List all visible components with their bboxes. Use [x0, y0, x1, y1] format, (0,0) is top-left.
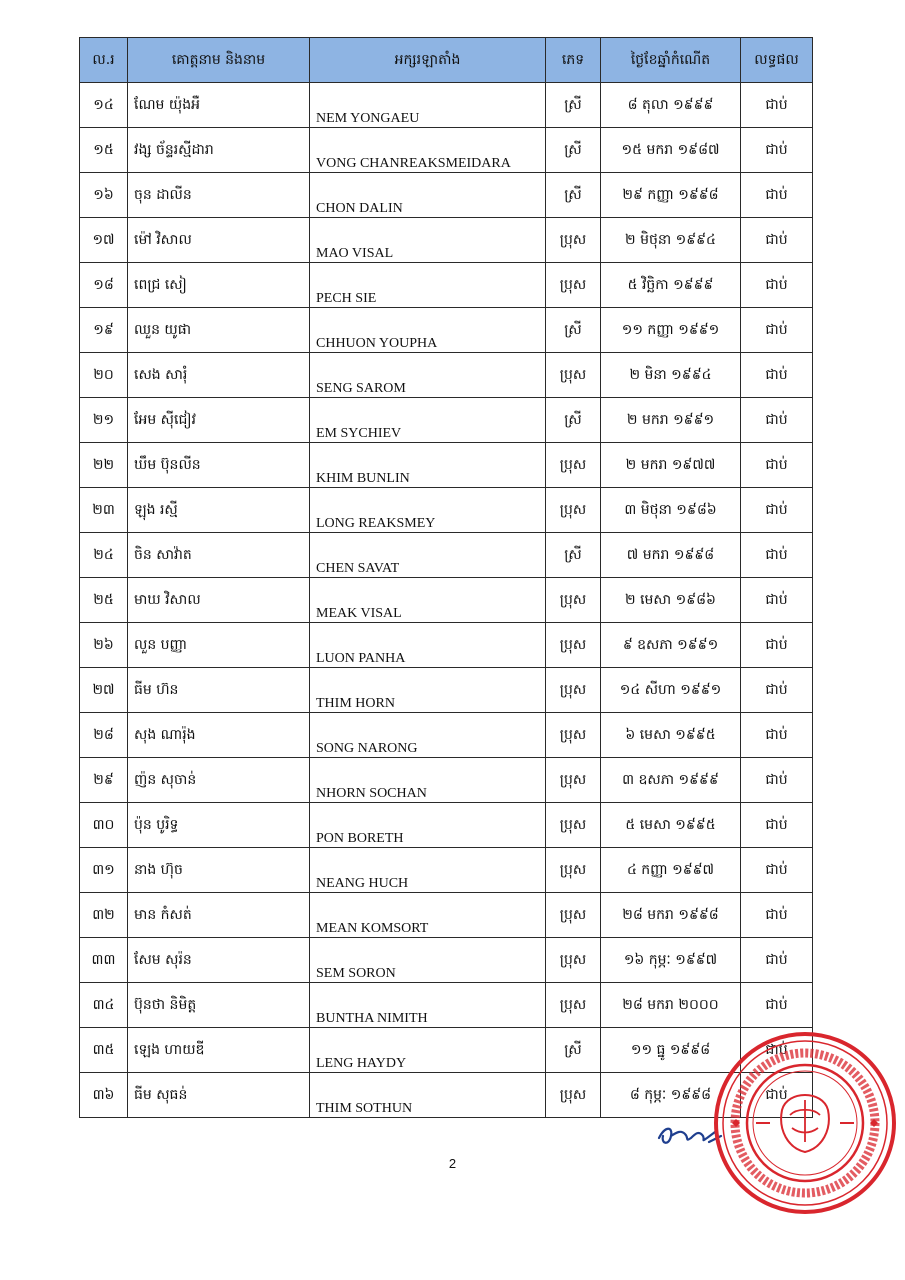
cell-khmer-name: ប៉ុន បូរិទ្ធ	[128, 803, 310, 848]
cell-sex: ប្រុស	[546, 758, 601, 803]
cell-sex: ប្រុស	[546, 668, 601, 713]
cell-latin-name: EM SYCHIEV	[310, 398, 546, 443]
cell-khmer-name: ចុន ដាលីន	[128, 173, 310, 218]
cell-result: ជាប់	[741, 848, 813, 893]
cell-sex: ប្រុស	[546, 803, 601, 848]
cell-khmer-name: ម៉ៅ វិសាល	[128, 218, 310, 263]
table-row	[80, 533, 813, 578]
cell-khmer-name: អែម ស៊ីជៀវ	[128, 398, 310, 443]
cell-number: ១៨	[80, 263, 128, 308]
cell-date-of-birth: ២ មិនា ១៩៩៤	[601, 353, 741, 398]
table-row	[80, 803, 813, 848]
table-row	[80, 263, 813, 308]
header-date-of-birth: ថ្ងៃខែឆ្នាំកំណើត	[601, 38, 741, 83]
cell-result: ជាប់	[741, 83, 813, 128]
cell-date-of-birth: ១៦ កុម្ភៈ ១៩៩៧	[601, 938, 741, 983]
cell-sex: ប្រុស	[546, 578, 601, 623]
header-latin-name: អក្សរឡាតាំង	[310, 38, 546, 83]
cell-latin-name: NHORN SOCHAN	[310, 758, 546, 803]
cell-latin-name: NEANG HUCH	[310, 848, 546, 893]
header-result: លទ្ធផល	[741, 38, 813, 83]
cell-result: ជាប់	[741, 173, 813, 218]
table-row	[80, 1028, 813, 1073]
cell-khmer-name: ឈួន យូផា	[128, 308, 310, 353]
cell-latin-name: CHHUON YOUPHA	[310, 308, 546, 353]
header-number: ល.រ	[80, 38, 128, 83]
cell-number: ១៧	[80, 218, 128, 263]
page-number: 2	[448, 1156, 457, 1171]
cell-date-of-birth: ២ មេសា ១៩៨៦	[601, 578, 741, 623]
cell-result: ជាប់	[741, 128, 813, 173]
cell-result: ជាប់	[741, 668, 813, 713]
cell-latin-name: THIM SOTHUN	[310, 1073, 546, 1118]
cell-date-of-birth: ៣ មិថុនា ១៩៨៦	[601, 488, 741, 533]
cell-result: ជាប់	[741, 713, 813, 758]
cell-date-of-birth: ២៩ កញ្ញា ១៩៩៨	[601, 173, 741, 218]
cell-number: ២២	[80, 443, 128, 488]
cell-khmer-name: ប៊ុនថា និមិត្ត	[128, 983, 310, 1028]
cell-date-of-birth: ២ មករា ១៩៩១	[601, 398, 741, 443]
cell-khmer-name: ពេជ្រ សៀ	[128, 263, 310, 308]
cell-number: ៣៥	[80, 1028, 128, 1073]
cell-latin-name: LONG REAKSMEY	[310, 488, 546, 533]
cell-khmer-name: ឃឹម ប៊ុនលីន	[128, 443, 310, 488]
cell-sex: ប្រុស	[546, 443, 601, 488]
cell-khmer-name: ឡុង រស្មី	[128, 488, 310, 533]
cell-khmer-name: ធីម ហ៊ន	[128, 668, 310, 713]
table-row	[80, 713, 813, 758]
cell-sex: ប្រុស	[546, 623, 601, 668]
cell-date-of-birth: ២ មិថុនា ១៩៩៤	[601, 218, 741, 263]
table-row	[80, 83, 813, 128]
cell-result: ជាប់	[741, 623, 813, 668]
cell-number: ១៥	[80, 128, 128, 173]
cell-result: ជាប់	[741, 803, 813, 848]
table-row	[80, 578, 813, 623]
cell-date-of-birth: ២៨ មករា ១៩៩៨	[601, 893, 741, 938]
header-khmer-name: គោត្តនាម និងនាម	[128, 38, 310, 83]
cell-latin-name: CHON DALIN	[310, 173, 546, 218]
cell-number: ២៤	[80, 533, 128, 578]
cell-number: ៣៤	[80, 983, 128, 1028]
cell-sex: ប្រុស	[546, 983, 601, 1028]
cell-date-of-birth: ១៥ មករា ១៩៨៧	[601, 128, 741, 173]
cell-result: ជាប់	[741, 218, 813, 263]
cell-date-of-birth: ១១ កញ្ញា ១៩៩១	[601, 308, 741, 353]
table-row	[80, 443, 813, 488]
cell-number: ៣២	[80, 893, 128, 938]
cell-sex: ប្រុស	[546, 488, 601, 533]
cell-number: ៣៦	[80, 1073, 128, 1118]
cell-khmer-name: ធីម សុធន់	[128, 1073, 310, 1118]
table-row	[80, 218, 813, 263]
cell-number: ៣០	[80, 803, 128, 848]
cell-result: ជាប់	[741, 758, 813, 803]
cell-number: ២៩	[80, 758, 128, 803]
cell-sex: ស្រី	[546, 533, 601, 578]
cell-date-of-birth: ៤ កញ្ញា ១៩៩៧	[601, 848, 741, 893]
cell-date-of-birth: ៥ វិច្ឆិកា ១៩៩៩	[601, 263, 741, 308]
cell-sex: ប្រុស	[546, 263, 601, 308]
table-row	[80, 848, 813, 893]
cell-result: ជាប់	[741, 398, 813, 443]
cell-khmer-name: សែម សុរ៉ន	[128, 938, 310, 983]
cell-latin-name: CHEN SAVAT	[310, 533, 546, 578]
cell-khmer-name: ណែម យ៉ុងអឺ	[128, 83, 310, 128]
table-row	[80, 308, 813, 353]
table-row	[80, 668, 813, 713]
cell-date-of-birth: ៦ មេសា ១៩៩៥	[601, 713, 741, 758]
cell-sex: ប្រុស	[546, 848, 601, 893]
cell-latin-name: LUON PANHA	[310, 623, 546, 668]
cell-result: ជាប់	[741, 533, 813, 578]
cell-number: ១៤	[80, 83, 128, 128]
cell-sex: ប្រុស	[546, 353, 601, 398]
cell-khmer-name: នាង ហ៊ុច	[128, 848, 310, 893]
table-row	[80, 758, 813, 803]
cell-latin-name: PON BORETH	[310, 803, 546, 848]
cell-date-of-birth: ៣ ឧសភា ១៩៩៩	[601, 758, 741, 803]
cell-number: ២៦	[80, 623, 128, 668]
cell-sex: ប្រុស	[546, 713, 601, 758]
table-row	[80, 488, 813, 533]
cell-latin-name: SEM SORON	[310, 938, 546, 983]
cell-result: ជាប់	[741, 308, 813, 353]
cell-latin-name: VONG CHANREAKSMEIDARA	[310, 128, 546, 173]
cell-result: ជាប់	[741, 938, 813, 983]
cell-khmer-name: លួន បញ្ញា	[128, 623, 310, 668]
table-row	[80, 173, 813, 218]
table-header-row	[80, 38, 813, 83]
cell-khmer-name: ឡេង ហាយឌី	[128, 1028, 310, 1073]
cell-latin-name: SONG NARONG	[310, 713, 546, 758]
cell-result: ជាប់	[741, 578, 813, 623]
table-body	[80, 83, 813, 1118]
header-sex: ភេទ	[546, 38, 601, 83]
cell-latin-name: BUNTHA NIMITH	[310, 983, 546, 1028]
table-row	[80, 1073, 813, 1118]
table-row	[80, 398, 813, 443]
cell-latin-name: LENG HAYDY	[310, 1028, 546, 1073]
cell-number: ២៥	[80, 578, 128, 623]
cell-latin-name: MAO VISAL	[310, 218, 546, 263]
cell-date-of-birth: ១១ ធ្នូ ១៩៩៨	[601, 1028, 741, 1073]
cell-date-of-birth: ៨ កុម្ភៈ ១៩៩៨	[601, 1073, 741, 1118]
table-row	[80, 893, 813, 938]
cell-latin-name: THIM HORN	[310, 668, 546, 713]
cell-latin-name: KHIM BUNLIN	[310, 443, 546, 488]
cell-number: ២៧	[80, 668, 128, 713]
cell-sex: ស្រី	[546, 1028, 601, 1073]
cell-sex: ប្រុស	[546, 938, 601, 983]
cell-latin-name: MEAK VISAL	[310, 578, 546, 623]
cell-khmer-name: ចិន សាវ៉ាត	[128, 533, 310, 578]
cell-sex: ស្រី	[546, 308, 601, 353]
cell-number: ២០	[80, 353, 128, 398]
cell-date-of-birth: ២៨ មករា ២០០០	[601, 983, 741, 1028]
cell-number: ១៦	[80, 173, 128, 218]
cell-khmer-name: វង្ស ច័ន្ទរស្មីដារា	[128, 128, 310, 173]
cell-date-of-birth: ៨ តុលា ១៩៩៩	[601, 83, 741, 128]
cell-number: ២៣	[80, 488, 128, 533]
cell-result: ជាប់	[741, 263, 813, 308]
table-row	[80, 938, 813, 983]
table-row	[80, 983, 813, 1028]
cell-khmer-name: មាឃ វិសាល	[128, 578, 310, 623]
cell-number: ៣១	[80, 848, 128, 893]
results-table	[79, 37, 813, 1118]
cell-result: ជាប់	[741, 443, 813, 488]
cell-number: ២៨	[80, 713, 128, 758]
cell-latin-name: SENG SAROM	[310, 353, 546, 398]
cell-number: ១៩	[80, 308, 128, 353]
cell-sex: ប្រុស	[546, 218, 601, 263]
cell-latin-name: NEM YONGAEU	[310, 83, 546, 128]
table-row	[80, 353, 813, 398]
cell-sex: ប្រុស	[546, 1073, 601, 1118]
cell-result: ជាប់	[741, 1028, 813, 1073]
cell-number: ៣៣	[80, 938, 128, 983]
cell-date-of-birth: ៩ ឧសភា ១៩៩១	[601, 623, 741, 668]
cell-khmer-name: សុង ណារ៉ុង	[128, 713, 310, 758]
cell-sex: ប្រុស	[546, 893, 601, 938]
cell-khmer-name: មាន កំសត់	[128, 893, 310, 938]
cell-date-of-birth: ២ មករា ១៩៧៧	[601, 443, 741, 488]
cell-date-of-birth: ៧ មករា ១៩៩៨	[601, 533, 741, 578]
cell-date-of-birth: ១៤ សីហា ១៩៩១	[601, 668, 741, 713]
table-row	[80, 128, 813, 173]
cell-khmer-name: សេង សារុំ	[128, 353, 310, 398]
cell-sex: ស្រី	[546, 83, 601, 128]
cell-result: ជាប់	[741, 893, 813, 938]
cell-number: ២១	[80, 398, 128, 443]
cell-sex: ស្រី	[546, 398, 601, 443]
cell-date-of-birth: ៥ មេសា ១៩៩៥	[601, 803, 741, 848]
cell-result: ជាប់	[741, 488, 813, 533]
cell-result: ជាប់	[741, 983, 813, 1028]
table-row	[80, 623, 813, 668]
cell-khmer-name: ញ៉ន សុចាន់	[128, 758, 310, 803]
cell-latin-name: MEAN KOMSORT	[310, 893, 546, 938]
cell-result: ជាប់	[741, 353, 813, 398]
cell-sex: ស្រី	[546, 173, 601, 218]
cell-latin-name: PECH SIE	[310, 263, 546, 308]
cell-result: ជាប់	[741, 1073, 813, 1118]
official-seal	[712, 1030, 898, 1216]
cell-sex: ស្រី	[546, 128, 601, 173]
